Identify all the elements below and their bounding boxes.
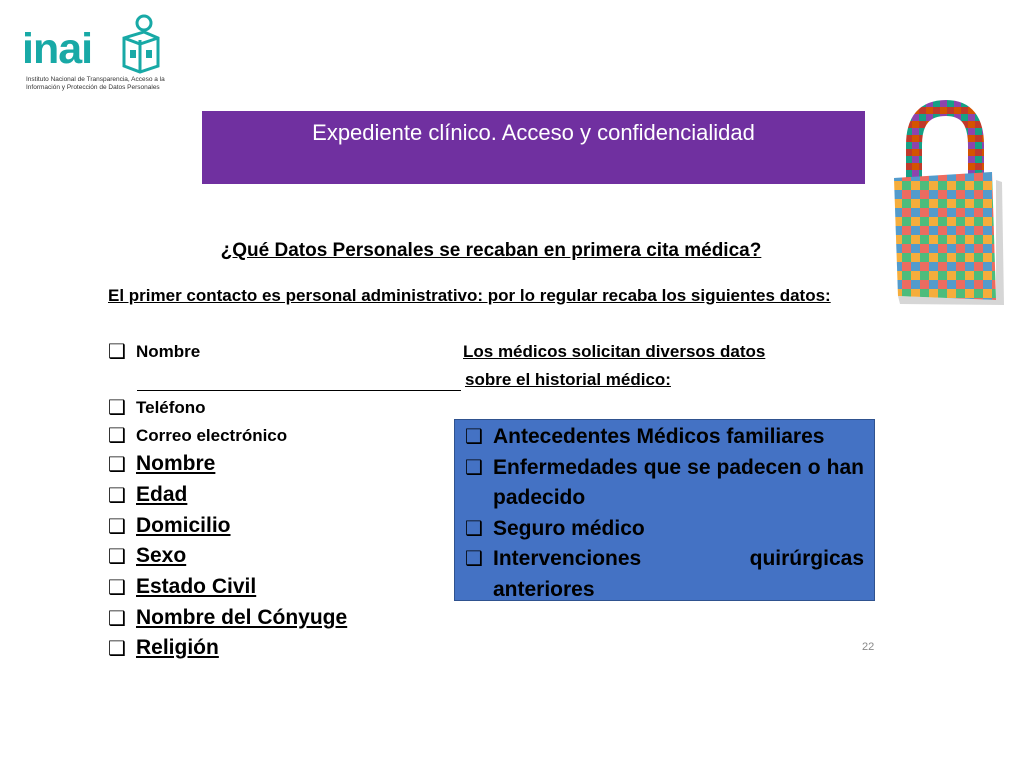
checkbox-icon: ❑ — [108, 425, 126, 447]
list-item: ❑ Estado Civil — [108, 572, 256, 603]
doctors-heading-line2: sobre el historial médico: — [465, 370, 671, 389]
list-item: ❑ Edad — [108, 480, 187, 511]
logo-subtitle: Instituto Nacional de Transparencia, Acceso a la Información y Protección de Datos Personales — [26, 76, 165, 91]
checkbox-icon: ❑ — [108, 397, 126, 419]
logo-wordmark: inai — [22, 25, 93, 73]
section-question: ¿Qué Datos Personales se recaban en primera cita médica? — [220, 240, 762, 261]
checkbox-icon: ❑ — [108, 516, 126, 538]
list-item: ❑ Nombre del Cónyuge — [108, 603, 347, 634]
list-item: ❑ Teléfono — [108, 397, 206, 419]
list-item: ❑ Seguro médico — [465, 514, 864, 545]
checkbox-icon: ❑ — [108, 577, 126, 599]
underline-divider — [137, 390, 461, 391]
list-item: ❑ Nombre — [108, 341, 201, 363]
checkbox-icon: ❑ — [465, 456, 483, 479]
checkbox-icon: ❑ — [465, 548, 483, 570]
page-number: 22 — [862, 641, 875, 653]
checkbox-icon: ❑ — [465, 426, 483, 448]
checkbox-icon: ❑ — [108, 341, 126, 363]
list-item: ❑ Sexo — [108, 541, 186, 572]
checkbox-icon: ❑ — [465, 517, 483, 540]
logo-mark-icon — [110, 14, 160, 76]
list-item: ❑ Correo electrónico — [108, 425, 288, 447]
slide-title: Expediente clínico. Acceso y confidencialidad — [312, 120, 755, 145]
medical-history-box — [454, 419, 875, 601]
doctors-heading-line1: Los médicos solicitan diversos datos — [463, 342, 766, 361]
list-item: ❑ Nombre — [108, 449, 215, 480]
list-item: ❑ Enfermedades que se padecen o han padecido — [465, 453, 864, 514]
list-item: ❑ Domicilio — [108, 511, 231, 542]
padlock-icon — [884, 100, 1004, 310]
inai-logo — [22, 14, 172, 96]
title-banner — [202, 111, 865, 184]
checkbox-icon: ❑ — [108, 546, 126, 568]
checkbox-icon: ❑ — [108, 485, 126, 507]
list-item: ❑ Antecedentes Médicos familiares — [465, 422, 864, 453]
checkbox-icon: ❑ — [108, 638, 126, 660]
checkbox-icon: ❑ — [108, 608, 126, 630]
checkbox-icon: ❑ — [108, 454, 126, 476]
list-item: ❑ Religión — [108, 633, 219, 664]
intro-paragraph: El primer contacto es personal administrativo: por lo regular recaba los siguientes datos: — [108, 286, 831, 305]
list-item: ❑ Intervenciones quirúrgicas anteriores — [465, 544, 864, 605]
